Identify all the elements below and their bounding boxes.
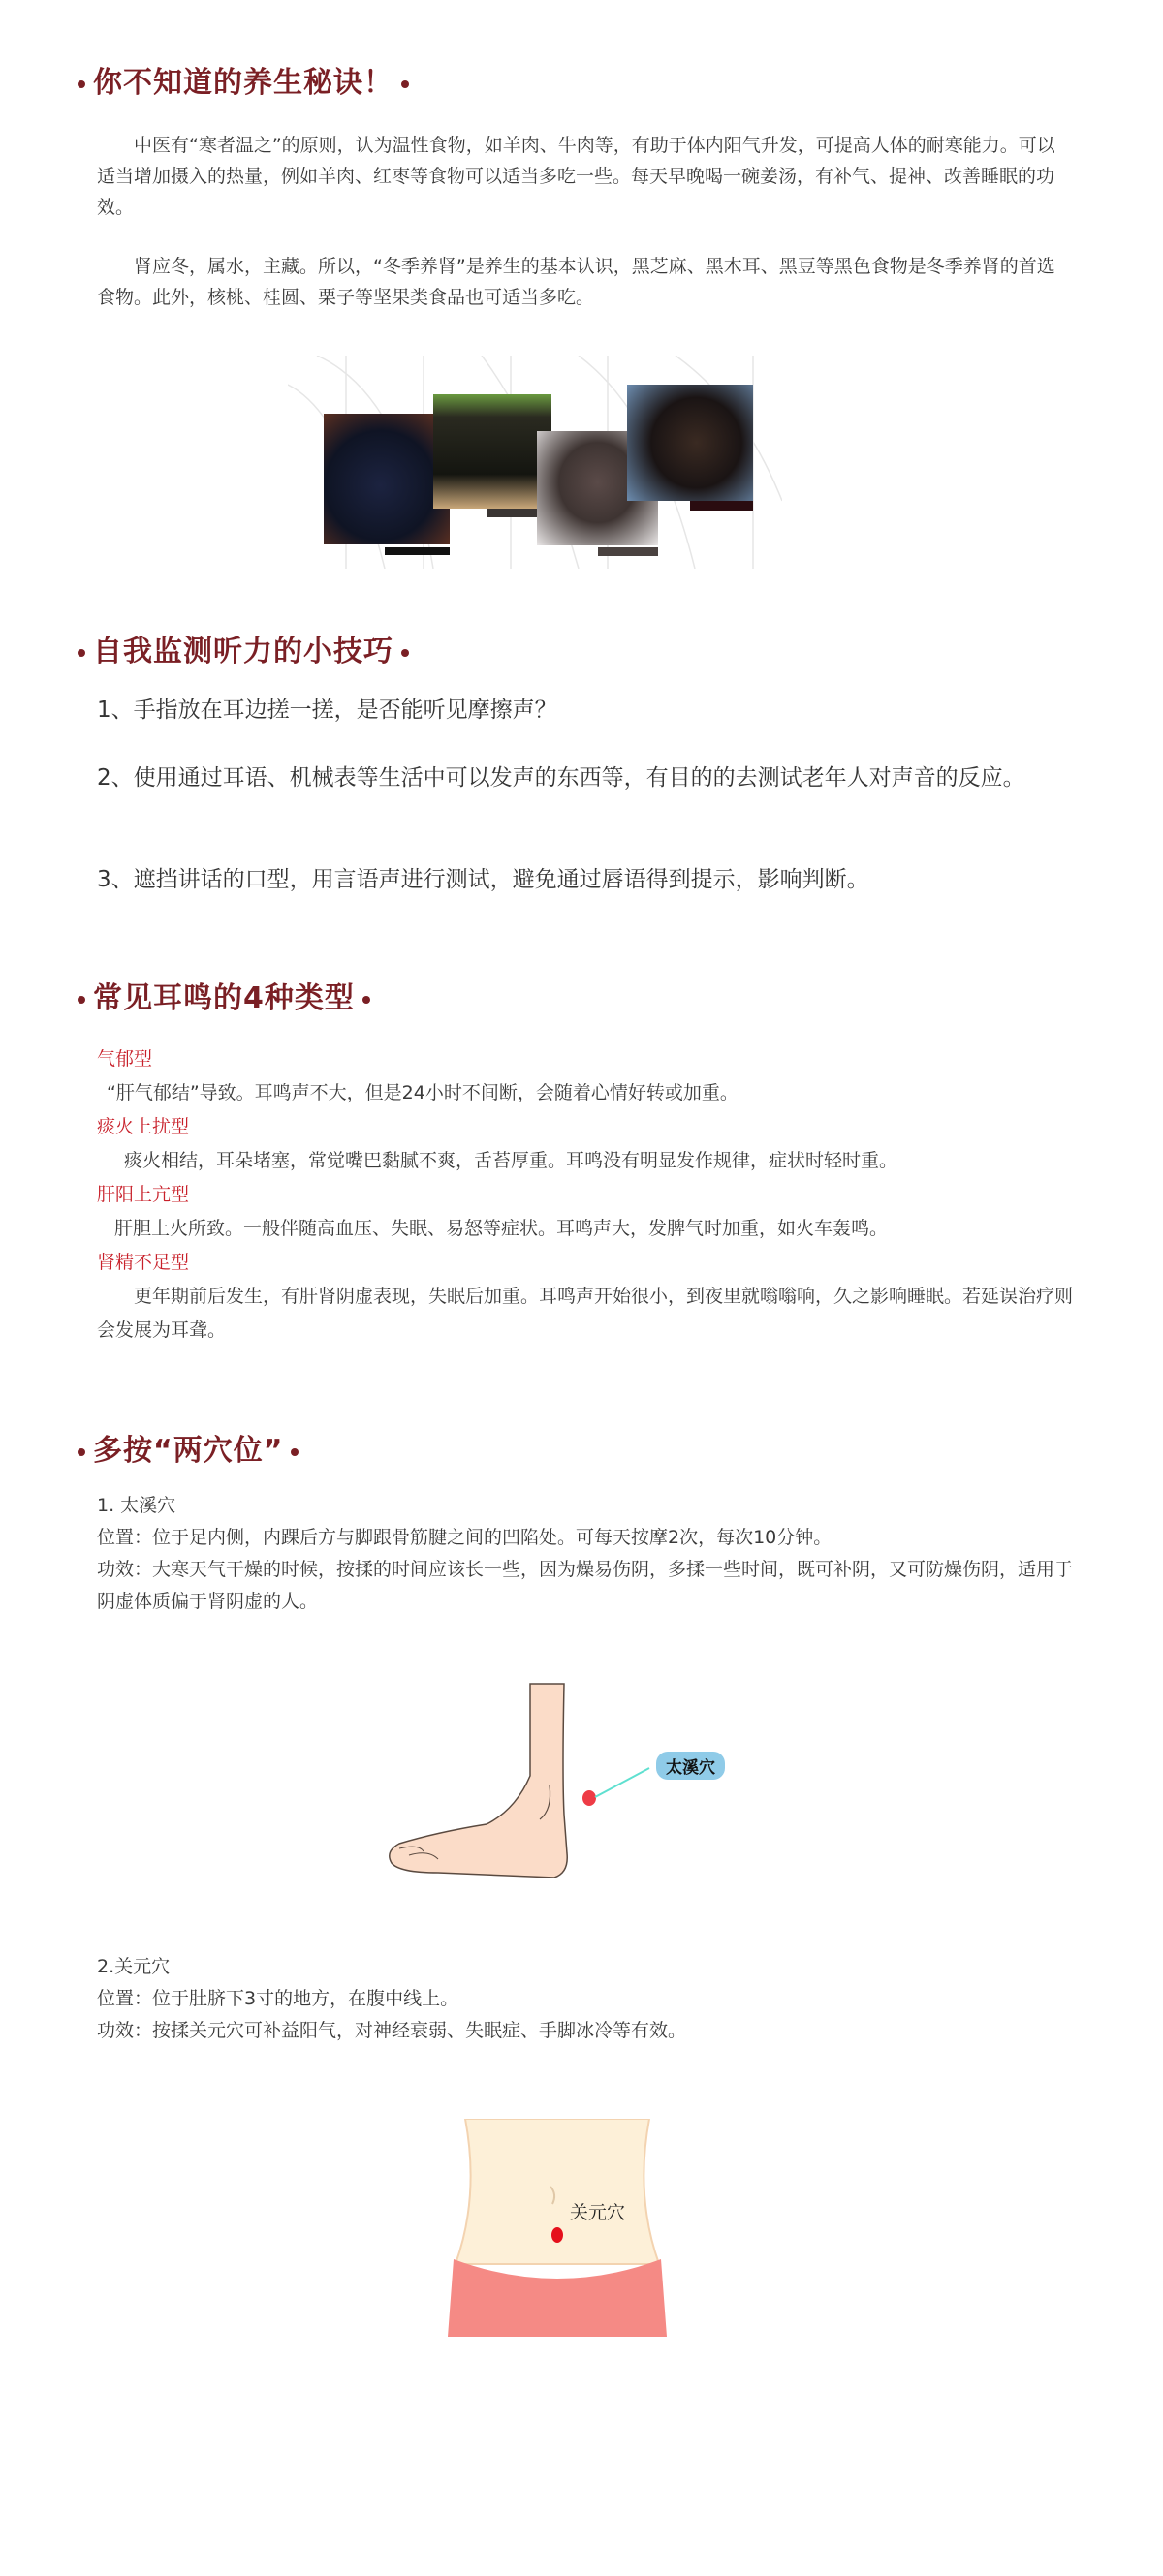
type-name: 痰火上扰型: [97, 1116, 190, 1137]
type-name: 气郁型: [97, 1048, 153, 1070]
type-desc: 肝胆上火所致。一般伴随高血压、失眠、易怒等症状。耳鸣声大，发脾气时加重，如火车轰鸣。: [114, 1218, 889, 1239]
abdomen-drawing: [436, 2119, 678, 2337]
point-location: 位置：位于肚脐下3寸的地方，在腹中线上。: [97, 1988, 459, 2009]
caption-bar: [598, 547, 658, 556]
list-item: 2、使用通过耳语、机械表等生活中可以发声的东西等，有目的的去测试老年人对声音的反应。: [97, 765, 1025, 791]
section-title-secrets: [70, 58, 417, 101]
black-foods-collage: [288, 356, 782, 569]
point-name: 1. 太溪穴: [97, 1495, 176, 1516]
section-title-tinnitus: [70, 974, 378, 1016]
section-title-hearing: [70, 627, 417, 669]
bullet-dot: [78, 996, 85, 1004]
list-item: 1、手指放在耳边搓一搓，是否能听见摩擦声？: [97, 698, 557, 723]
point-location: 位置：位于足内侧，内踝后方与脚跟骨筋腱之间的凹陷处。可每天按摩2次，每次10分钟。: [97, 1527, 833, 1548]
bullet-dot: [78, 1448, 85, 1456]
bullet-dot: [362, 996, 370, 1004]
title-text: 自我监测听力的小技巧: [93, 635, 393, 668]
point-name: 2.关元穴: [97, 1956, 171, 1977]
bullet-dot: [291, 1448, 299, 1456]
taixi-point: [97, 1490, 1076, 1618]
seaweed-image: [433, 394, 551, 509]
black-fungus-image: [627, 385, 753, 501]
paragraph: 肾应冬，属水，主藏。所以，“冬季养肾”是养生的基本认识，黑芝麻、黑木耳、黑豆等黑色食物是冬季养肾的首选食物。此外，核桃、桂圆、栗子等坚果类食品也可适当多吃。: [97, 256, 1055, 308]
type-desc: 痰火相结，耳朵堵塞，常觉嘴巴黏腻不爽，舌苔厚重。耳鸣没有明显发作规律，症状时轻时重。: [124, 1150, 898, 1171]
foot-illustration: [380, 1679, 748, 1887]
guanyuan-label: 关元穴: [570, 2202, 626, 2223]
title-text: 常见耳鸣的4种类型: [93, 981, 355, 1015]
foot-drawing: [380, 1679, 748, 1887]
bullet-dot: [401, 80, 409, 88]
list-item: 3、遮挡讲话的口型，用言语声进行测试，避免通过唇语得到提示，影响判断。: [97, 867, 869, 892]
section-title-acupoints: [70, 1426, 306, 1469]
type-desc: “肝气郁结”导致。耳鸣声不大，但是24小时不间断，会随着心情好转或加重。: [107, 1082, 739, 1103]
type-name: 肾精不足型: [97, 1252, 190, 1273]
taixi-label: 太溪穴: [656, 1752, 725, 1780]
abdomen-illustration: [436, 2119, 678, 2337]
type-name: 肝阳上亢型: [97, 1184, 190, 1205]
point-effect: 功效：大寒天气干燥的时候，按揉的时间应该长一些，因为燥易伤阴，多揉一些时间，既可补阴，又可防燥伤阴，适用于阴虚体质偏于肾阴虚的人。: [97, 1559, 1074, 1612]
caption-bar: [690, 501, 753, 511]
leader-line: [593, 1766, 651, 1800]
tinnitus-types: [97, 1042, 1074, 1348]
bullet-dot: [78, 80, 85, 88]
paragraph: 中医有“寒者温之”的原则，认为温性食物，如羊肉、牛肉等，有助于体内阳气升发，可提高人体的耐寒能力。可以适当增加摄入的热量，例如羊肉、红枣等食物可以适当多吃一些。每天早晚喝一碗姜汤，有补气、提神、改善睡眠的功效。: [97, 135, 1055, 218]
black-beans-image: [324, 414, 450, 544]
type-desc: 更年期前后发生，有肝肾阴虚表现，失眠后加重。耳鸣声开始很小，到夜里就嗡嗡响，久之影响睡眠。若延误治疗则会发展为耳聋。: [97, 1286, 1074, 1341]
title-text: 多按“两穴位”: [93, 1434, 284, 1468]
point-effect: 功效：按揉关元穴可补益阳气，对神经衰弱、失眠症、手脚冰冷等有效。: [97, 2020, 687, 2041]
title-text: 你不知道的养生秘诀！: [93, 66, 393, 100]
bullet-dot: [78, 649, 85, 657]
bullet-dot: [401, 649, 409, 657]
guanyuan-point: [97, 1951, 1066, 2047]
caption-bar: [385, 547, 450, 555]
